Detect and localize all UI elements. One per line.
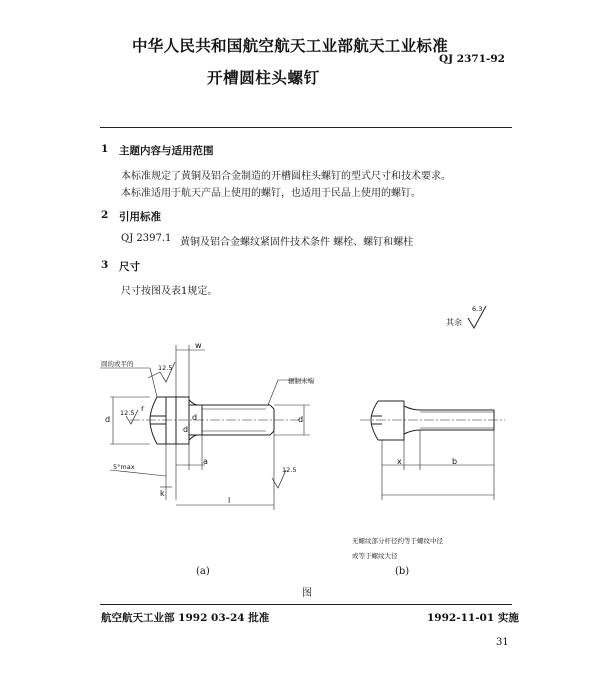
note-shank-diameter-line-2: 或等于螺纹大径	[352, 552, 398, 560]
roughness-label: 其余	[446, 318, 462, 327]
dim-d: d	[298, 415, 304, 424]
dim-l: l	[228, 496, 231, 505]
callout-round-or-flat: 圆的或平的	[101, 360, 134, 368]
document-title: 开槽圆柱头螺钉	[207, 68, 320, 87]
dim-r: r	[141, 404, 145, 413]
dim-w: w	[195, 341, 202, 350]
section-3-paragraph: 尺寸按图及表1规定。	[121, 286, 218, 297]
dim-dk: d	[105, 415, 111, 424]
page-number: 31	[496, 637, 509, 648]
view-b-label: (b)	[395, 566, 410, 577]
dim-x: x	[397, 457, 402, 466]
section-1-number: 1	[101, 143, 109, 155]
reference-code: QJ 2397.1	[121, 233, 172, 244]
dim-k: k	[160, 489, 165, 498]
footer-divider	[100, 604, 512, 605]
issuing-organization: 中华人民共和国航空航天工业部航天工业标准	[132, 36, 449, 55]
callout-thread-end: 辗制末端	[288, 377, 314, 385]
section-1-paragraph-2: 本标准适用于航天产品上使用的螺钉，也适用于民品上使用的螺钉。	[121, 188, 421, 199]
dim-angle: 5°max	[113, 463, 135, 471]
section-1-title: 主题内容与适用范围	[119, 145, 214, 157]
effective-date: 1992-11-01 实施	[427, 612, 519, 624]
section-2-title: 引用标准	[119, 211, 161, 223]
standard-code: QJ 2371-92	[439, 53, 505, 65]
approval-date: 航空航天工业部 1992 03-24 批准	[101, 612, 270, 624]
dim-roughness-head: 12.5	[158, 364, 173, 372]
section-2-number: 2	[101, 209, 109, 221]
figure-caption: 图	[302, 588, 312, 599]
dim-roughness-end: 12.5	[282, 466, 297, 474]
section-3-title: 尺寸	[119, 261, 140, 273]
dim-b: b	[452, 457, 458, 466]
section-1-paragraph-1: 本标准规定了黄铜及铝合金制造的开槽圆柱头螺钉的型式尺寸和技术要求。	[121, 171, 451, 182]
section-3-number: 3	[101, 259, 109, 271]
dim-a: a	[203, 457, 208, 466]
note-shank-diameter-line-1: 无螺纹部分杆径约等于螺纹中径	[352, 537, 443, 545]
reference-title: 黄铜及铝合金螺纹紧固件技术条件 螺栓、螺钉和螺柱	[180, 237, 414, 248]
dim-da: d	[183, 425, 189, 434]
dim-ds: d	[192, 413, 198, 422]
dim-roughness-face: 12.5	[120, 409, 135, 417]
view-a-label: (a)	[196, 566, 210, 577]
roughness-value: 6.3	[472, 305, 483, 313]
